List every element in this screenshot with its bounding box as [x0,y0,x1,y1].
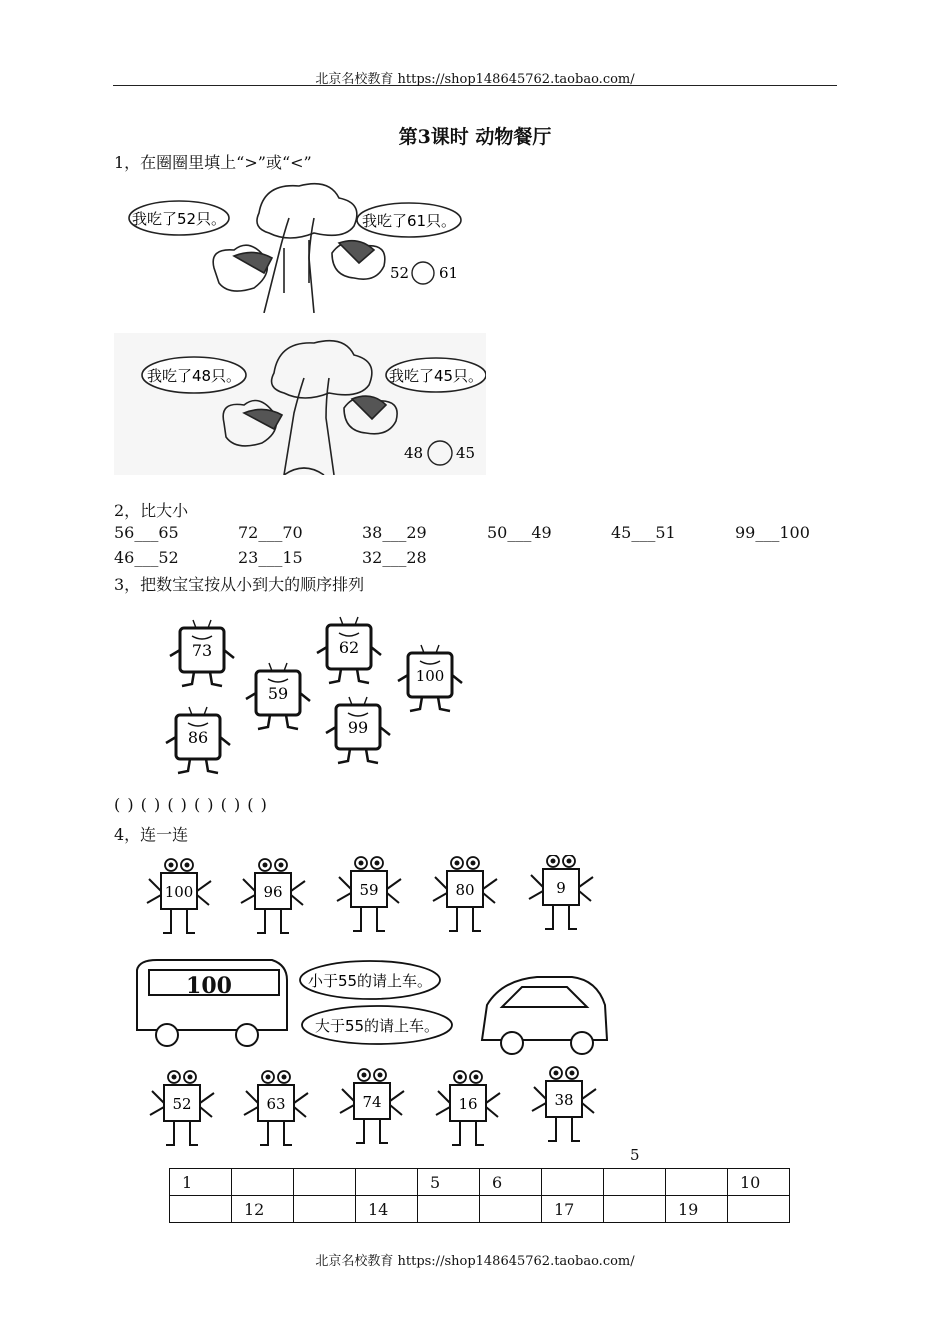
speech-bubble-left [129,201,229,235]
number-baby [317,617,381,683]
question-2-label: 2，比大小 [114,501,189,520]
number-robot [337,857,401,931]
grid-cell[interactable] [170,1196,232,1223]
number-robot [436,1071,500,1145]
svg-text:80: 80 [455,881,475,899]
number-baby [170,620,234,686]
svg-text:99: 99 [347,718,369,737]
grid-cell[interactable] [294,1196,356,1223]
grid-cell: 5 [418,1169,480,1196]
speech-bubble-left [142,357,246,393]
compare-item: 45___51 [611,523,676,542]
compare-item: 46___52 [114,548,179,567]
grid-cell: 6 [480,1169,542,1196]
svg-text:96: 96 [263,883,283,901]
svg-text:62: 62 [338,638,360,657]
grid-row [170,1169,790,1196]
compare-item: 72___70 [238,523,303,542]
compare-item: 50___49 [487,523,552,542]
grid-cell: 1 [170,1169,232,1196]
compare-row-1 [114,523,854,547]
car [482,977,607,1054]
question-3-label: 3，把数宝宝按从小到大的顺序排列 [114,575,365,594]
matching-picture [127,855,617,1153]
compare-item: 99___100 [735,523,810,542]
svg-text:16: 16 [458,1095,478,1113]
svg-text:59: 59 [267,684,289,703]
number-baby [166,707,230,773]
number-robot [433,857,497,931]
number-robot [244,1071,308,1145]
number-robot [532,1067,596,1141]
compare-item: 56___65 [114,523,179,542]
grid-cell[interactable] [604,1169,666,1196]
svg-text:100: 100 [415,667,445,685]
header-rule [113,85,837,86]
speech-bubble-right [357,203,461,237]
grid-cell: 12 [232,1196,294,1223]
svg-text:9: 9 [556,879,566,897]
compare-item: 38___29 [362,523,427,542]
svg-text:52: 52 [172,1095,192,1113]
birds-picture-1 [114,178,474,313]
page-title: 第3课时 动物餐厅 [398,126,552,148]
grid-row [170,1196,790,1223]
svg-text:86: 86 [187,728,209,747]
number-robot [150,1071,214,1145]
grid-cell[interactable] [666,1169,728,1196]
speech-bubble-right [386,358,486,392]
number-baby [246,663,310,729]
number-babies-picture [114,605,488,780]
bubble-text-right: 我吃了45只。 [388,367,484,385]
svg-text:73: 73 [191,641,213,660]
page-footer: 北京名校教育 https://shop148645762.taobao.com/ [315,1254,635,1269]
order-blanks[interactable]: ( ) ( ) ( ) ( ) ( ) ( ) [114,795,268,814]
bubble-text-left: 我吃了48只。 [146,367,242,385]
bus [137,960,287,1046]
svg-text:小于55的请上车。: 小于55的请上车。 [307,972,433,990]
compare-row-2 [114,548,514,572]
question-1-label: 1，在圈圈里填上“>”或“<” [114,153,312,172]
grid-cell[interactable] [294,1169,356,1196]
grid-cell[interactable] [728,1196,790,1223]
compare-b: 45 [456,444,476,462]
grid-cell[interactable] [418,1196,480,1223]
answer-circle[interactable] [412,262,434,284]
grid-cell[interactable] [480,1196,542,1223]
question-5-label: 5 [630,1146,640,1164]
speech-bubble-bottom [302,1006,452,1044]
grid-cell[interactable] [604,1196,666,1223]
svg-text:大于55的请上车。: 大于55的请上车。 [314,1017,440,1035]
number-grid [169,1168,790,1223]
grid-cell[interactable] [232,1169,294,1196]
question-4-label: 4，连一连 [114,825,189,844]
grid-cell: 19 [666,1196,728,1223]
number-baby [398,645,462,711]
compare-item: 32___28 [362,548,427,567]
birds-picture-2 [114,333,486,475]
compare-item: 23___15 [238,548,303,567]
speech-bubble-top [300,961,440,999]
number-robot [147,859,211,933]
number-robot [340,1069,404,1143]
svg-text:38: 38 [554,1091,574,1109]
svg-text:100: 100 [164,883,194,901]
grid-cell[interactable] [356,1169,418,1196]
number-robot [241,859,305,933]
grid-cell: 10 [728,1169,790,1196]
compare-b: 61 [439,264,459,282]
bus-number: 100 [186,973,232,999]
grid-cell[interactable] [542,1169,604,1196]
grid-cell: 14 [356,1196,418,1223]
svg-text:63: 63 [266,1095,286,1113]
compare-a: 48 [404,444,424,462]
compare-a: 52 [390,264,410,282]
grid-cell: 17 [542,1196,604,1223]
svg-text:59: 59 [359,881,379,899]
bubble-text-right: 我吃了61只。 [361,212,457,230]
number-robot [529,855,593,929]
bubble-text-left: 我吃了52只。 [131,210,227,228]
svg-text:74: 74 [362,1093,382,1111]
number-baby [326,697,390,763]
page-header: 北京名校教育 https://shop148645762.taobao.com/ [315,72,635,87]
